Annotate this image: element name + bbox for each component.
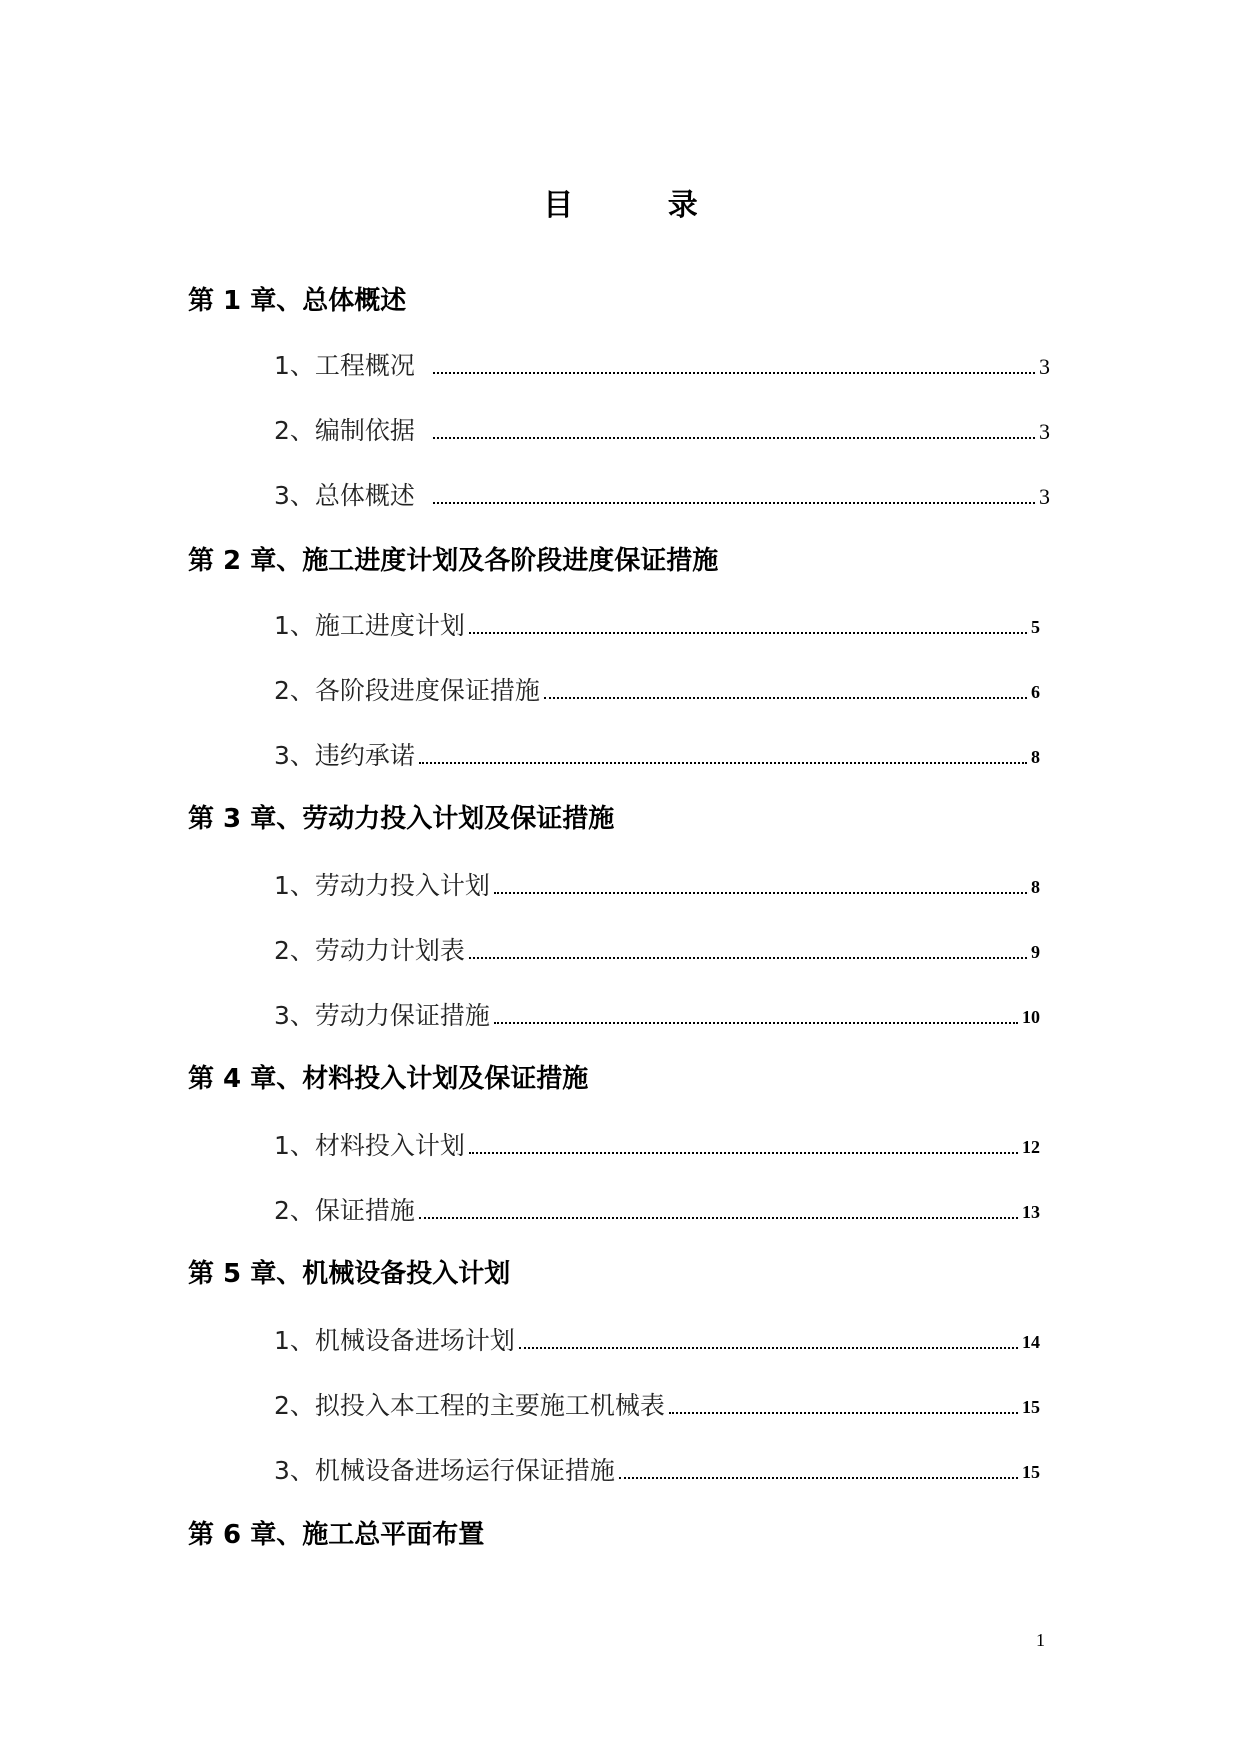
toc-entry-label: 3、机械设备进场运行保证措施 — [274, 1456, 615, 1485]
toc-entry[interactable] — [274, 1321, 1040, 1357]
toc-entry[interactable] — [274, 736, 1040, 772]
toc-entry-label: 1、材料投入计划 — [274, 1131, 465, 1160]
toc-entry[interactable] — [274, 411, 1050, 447]
dot-leader — [469, 632, 1027, 634]
toc-entry-page: 13 — [1022, 1202, 1040, 1222]
dot-leader — [469, 1152, 1018, 1154]
toc-entry-label: 2、劳动力计划表 — [274, 936, 465, 965]
toc-entry-page: 3 — [1039, 484, 1050, 509]
dot-leader — [669, 1412, 1018, 1414]
toc-entry[interactable] — [274, 931, 1040, 967]
toc-entry-page: 14 — [1022, 1332, 1040, 1352]
toc-entry[interactable] — [274, 1191, 1040, 1227]
toc-entry-label: 3、总体概述 — [274, 481, 415, 510]
dot-leader — [544, 697, 1027, 699]
toc-entry-label: 1、工程概况 — [274, 351, 415, 380]
toc-entry[interactable] — [274, 476, 1050, 512]
dot-leader — [619, 1477, 1018, 1479]
dot-leader — [469, 957, 1027, 959]
toc-entry[interactable] — [274, 606, 1040, 642]
toc-entry-label: 2、编制依据 — [274, 416, 415, 445]
toc-entry-label: 2、拟投入本工程的主要施工机械表 — [274, 1391, 665, 1420]
toc-entry-page: 12 — [1022, 1137, 1040, 1157]
chapter-4-heading[interactable]: 第 4 章、材料投入计划及保证措施 — [188, 1064, 589, 1094]
page-number: 1 — [1036, 1630, 1045, 1650]
toc-entry-page: 3 — [1039, 419, 1050, 444]
toc-entry[interactable] — [274, 996, 1040, 1032]
toc-entry-label: 1、机械设备进场计划 — [274, 1326, 515, 1355]
toc-entry-page: 6 — [1031, 682, 1040, 702]
chapter-1-heading[interactable]: 第 1 章、总体概述 — [188, 286, 407, 316]
toc-title: 目 录 — [543, 188, 740, 223]
toc-entry-page: 10 — [1022, 1007, 1040, 1027]
dot-leader — [419, 1217, 1018, 1219]
toc-entry-label: 2、保证措施 — [274, 1196, 415, 1225]
dot-leader — [494, 1022, 1018, 1024]
chapter-3-heading[interactable]: 第 3 章、劳动力投入计划及保证措施 — [188, 804, 615, 834]
toc-entry-page: 8 — [1031, 877, 1040, 897]
toc-entry-label: 3、劳动力保证措施 — [274, 1001, 490, 1030]
toc-entry[interactable] — [274, 866, 1040, 902]
toc-entry-page: 15 — [1022, 1462, 1040, 1482]
toc-entry[interactable] — [274, 1386, 1040, 1422]
toc-entry-page: 15 — [1022, 1397, 1040, 1417]
toc-entry-page: 3 — [1039, 354, 1050, 379]
toc-entry-label: 1、劳动力投入计划 — [274, 871, 490, 900]
toc-entry-page: 8 — [1031, 747, 1040, 767]
toc-entry-page: 9 — [1031, 942, 1040, 962]
dot-leader — [519, 1347, 1018, 1349]
toc-entry[interactable] — [274, 671, 1040, 707]
dot-leader — [433, 502, 1035, 504]
dot-leader — [433, 437, 1035, 439]
dot-leader — [433, 372, 1035, 374]
dot-leader — [494, 892, 1027, 894]
toc-entry[interactable] — [274, 1126, 1040, 1162]
toc-entry-page: 5 — [1031, 617, 1040, 637]
toc-entry[interactable] — [274, 1451, 1040, 1487]
chapter-2-heading[interactable]: 第 2 章、施工进度计划及各阶段进度保证措施 — [188, 546, 719, 576]
toc-entry[interactable] — [274, 346, 1050, 382]
chapter-6-heading[interactable]: 第 6 章、施工总平面布置 — [188, 1520, 485, 1550]
chapter-5-heading[interactable]: 第 5 章、机械设备投入计划 — [188, 1259, 511, 1289]
dot-leader — [419, 762, 1027, 764]
toc-entry-label: 2、各阶段进度保证措施 — [274, 676, 540, 705]
toc-entry-label: 1、施工进度计划 — [274, 611, 465, 640]
toc-entry-label: 3、违约承诺 — [274, 741, 415, 770]
